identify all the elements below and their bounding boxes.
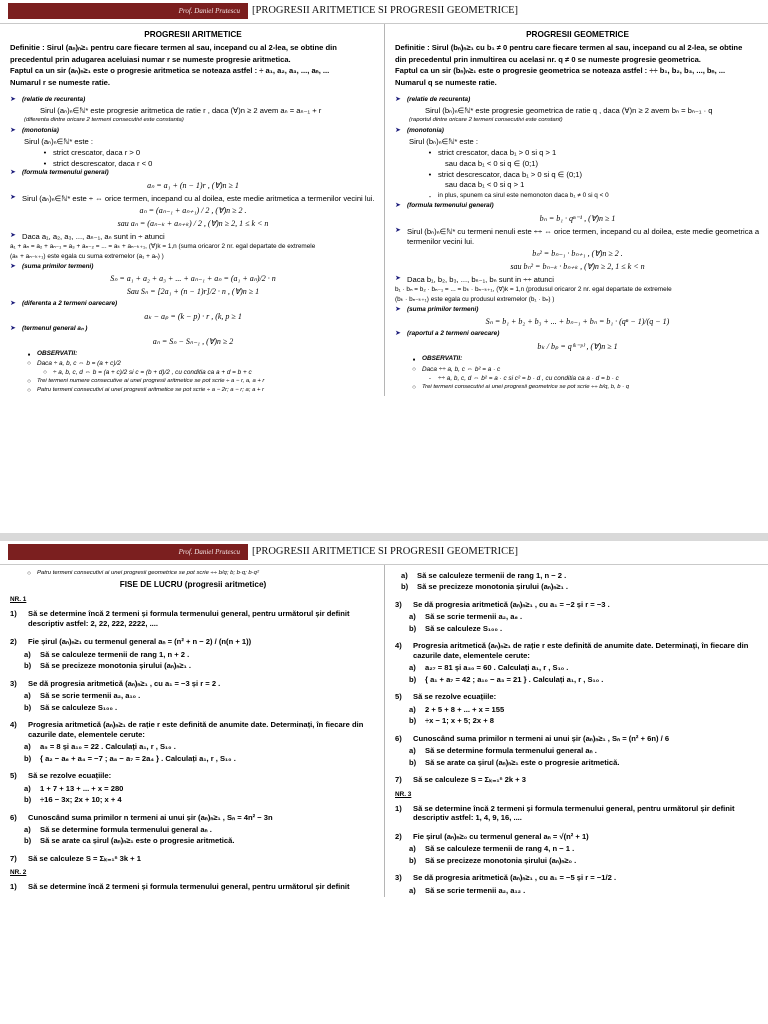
definition-line: Numarul q se numeste ratie. <box>395 77 497 87</box>
dot-bullet-icon: • <box>43 158 47 168</box>
section-label: (termenul general aₙ ) <box>22 325 88 333</box>
exercise-text: Să se determine încă 2 termeni și formula termenului general, pentru următorul șir definit descriptiv astfel: 1, 4, 9, 16, .... <box>413 803 735 823</box>
observations-label: OBSERVATII: <box>37 349 78 357</box>
exercise-number: 3) <box>395 873 402 883</box>
sub-item: { a₂ − a₆ + a₄ = −7 ; a₈ − a₇ = 2a₄ } . Calculați a₁, r , S₁₀ . <box>40 753 236 763</box>
sub-label: a) <box>24 783 31 793</box>
sub-item: Să se precizeze monotonia șirului (aₙ)ₙ≥₁ . <box>417 582 568 592</box>
sub-item: Să se calculeze termenii de rang 1, n − 2 . <box>417 571 567 580</box>
sub-label: a) <box>409 885 416 895</box>
arrow-bullet-icon: ➤ <box>395 227 401 235</box>
exercise-text: Să se calculeze S = Σₖ₌₁ⁿ 3k + 1 <box>28 853 141 863</box>
monotony-item: strict crescator, daca b₁ > 0 si q > 1 <box>438 148 557 158</box>
sub-label: a) <box>24 742 31 752</box>
mean-formula: aₙ = (aₙ₋₁ + aₙ₊₁) / 2 , (∀)n ≥ 2 . <box>139 206 247 216</box>
exercise-text: Fie șirul (aₙ)ₙ≥₁ cu termenul general aₙ = (n² + n − 2) / (n(n + 1)) <box>28 637 252 647</box>
arrow-bullet-icon: ➤ <box>10 300 16 308</box>
sub-item: Să se arate ca șirul (aₙ)ₙ≥₁ este o progresie aritmetică. <box>40 836 235 846</box>
monotony-intro: Sirul (bₙ)ₙ∈ℕ* este : <box>409 136 478 146</box>
sub-label: a) <box>409 704 416 714</box>
monotony-item: sau daca b₁ < 0 si q > 1 <box>445 180 525 190</box>
exercise-text: Progresia aritmetică (aₙ)ₙ≥₁ de rație r este definită de anumite date. Determinați, în fiecare din cazurile date, elementele cerute: <box>413 641 749 660</box>
recurrence-text: Sirul (bₙ)ₙ∈ℕ* este progresie geometrica de ratie q , daca (∀)n ≥ 2 avem bₙ = bₙ₋₁ · q <box>425 105 713 115</box>
circle-bullet-icon: ○ <box>412 365 416 373</box>
arrow-bullet-icon: ➤ <box>395 330 401 338</box>
observation-item: ÷÷ a, b, c, d ⇔ b² = a · c si c² = b · d , cu conditia ca a · d = b · c <box>438 374 619 382</box>
observation-item: Trei termeni consecutivi ai unei progresii geometrice se pot scrie ÷÷ b/q, b, b · q <box>422 383 630 390</box>
sub-item: ÷x − 1; x + 5; 2x + 8 <box>425 716 494 726</box>
circle-bullet-icon: ○ <box>412 383 416 391</box>
sub-item: Să se calculeze S₁₀₀ . <box>425 623 503 633</box>
section-label: (formula termenului general) <box>407 202 494 210</box>
sub-item: Să se calculeze S₁₀₀ . <box>40 702 118 712</box>
monotony-item: strict crescator, daca r > 0 <box>53 148 141 158</box>
exercise-number: 1) <box>10 882 17 892</box>
sub-item: 1 + 7 + 13 + ... + x = 280 <box>40 783 124 793</box>
observations-label: OBSERVATII: <box>422 355 463 363</box>
mean-text: Sirul (aₙ)ₙ∈ℕ* este ÷ ⇔ orice termen, incepand cu al doilea, este medie aritmetica a termenilor vecini lui. <box>22 193 375 203</box>
arrow-bullet-icon: ➤ <box>395 96 401 104</box>
exercise-number: 5) <box>10 771 17 781</box>
exercise-number: 7) <box>10 853 17 863</box>
sub-label: a) <box>401 571 408 580</box>
exercise-number: 3) <box>395 599 402 609</box>
page-header <box>0 0 768 24</box>
dash-bullet-icon: - <box>428 374 432 382</box>
mean-formula: sau bₙ² = bₙ₋ₖ · bₙ₊ₖ , (∀)n ≥ 2, 1 ≤ k < n <box>510 262 645 272</box>
sum-formula: Sau Sₙ = [2a₁ + (n − 1)r]/2 · n , (∀)n ≥ 1 <box>126 287 260 297</box>
mean-text: Sirul (bₙ)ₙ∈ℕ* cu termeni nenuli este ÷÷ ⇔ orice termen, incepand cu al doilea, este medie geometrica a termenilor vecini lui. <box>407 227 760 246</box>
arrow-bullet-icon: ➤ <box>10 126 16 134</box>
definition-line: Faptul ca un sir (aₙ)ₙ≥₁ este o progresie aritmetica se noteaza astfel : ÷ a₁, a₂, a₃, ..., aₙ, ... <box>10 66 330 76</box>
mean-formula: bₙ² = bₙ₋₁ · bₙ₊₁ , (∀)n ≥ 2 . <box>532 249 623 259</box>
observation-item: Patru termeni consecutivi ai unei progresii aritmetice se pot scrie ÷ a − 2r; a − r; a; a + r <box>37 387 265 394</box>
section-label: (relatie de recurenta) <box>22 96 86 104</box>
set-number: NR. 3 <box>395 790 412 798</box>
observation-item: ÷ a, b, c, d ⇔ b = (a + c)/2 si c = (b + d)/2 , cu conditia ca a + d = b + c <box>53 369 252 377</box>
extremes-text: (bₖ · bₙ₋ₖ₊₁) este egala cu produsul extremelor (b₁ · bₙ) ) <box>395 295 555 303</box>
exercise-number: 6) <box>395 733 402 743</box>
sub-item: 2 + 5 + 8 + ... + x = 155 <box>425 704 505 714</box>
exercise-number: 2) <box>10 637 17 647</box>
observation-item: Daca ÷ a, b, c ⇔ b = (a + c)/2 <box>37 360 121 368</box>
arrow-bullet-icon: ➤ <box>10 262 16 270</box>
page-header <box>0 541 768 565</box>
sub-label: a) <box>409 746 416 756</box>
worksheet-page-2 <box>0 541 768 1024</box>
monotony-item: sau daca b₁ < 0 si q ∈ (0;1) <box>445 158 538 168</box>
general-term-formula: bₙ = b₁ · qⁿ⁻¹ , (∀)n ≥ 1 <box>539 214 616 224</box>
section-label: (suma primilor termeni) <box>22 262 94 270</box>
exercise-text: Se dă progresia aritmetică (aₙ)ₙ≥₁ , cu a₁ = −5 și r = −1/2 . <box>413 873 617 883</box>
header-band <box>8 544 248 560</box>
column-title: PROGRESII ARITMETICE <box>144 30 242 39</box>
dot-bullet-icon: ▪ <box>412 355 416 365</box>
exercise-number: 6) <box>10 812 17 822</box>
monotony-item: strict descrescator, daca r < 0 <box>53 158 153 168</box>
sum-formula: Sₙ = a₁ + a₂ + a₃ + ... + aₙ₋₁ + aₙ = (a₁ + aₙ)/2 · n <box>110 274 276 284</box>
exercise-text: Cunoscând suma primilor n termeni ai unui șir (aₙ)ₙ≥₁ , Sₙ = (n² + 6n) / 6 <box>413 733 670 743</box>
exercise-text: Să se rezolve ecuațiile: <box>413 692 497 702</box>
exercise-number: 1) <box>395 803 402 813</box>
sub-label: b) <box>409 623 417 633</box>
section-label: (diferenta a 2 termeni oarecare) <box>22 300 118 308</box>
sub-label: b) <box>409 716 417 726</box>
sub-label: b) <box>24 795 32 805</box>
exercises-left-column <box>0 565 384 897</box>
header-title: [PROGRESII ARITMETICE SI PROGRESII GEOMETRICE] <box>252 5 519 16</box>
circle-bullet-icon: ○ <box>27 378 31 386</box>
arrow-bullet-icon: ➤ <box>10 96 16 104</box>
exercise-text: Să se determine încă 2 termeni și formula termenului general, pentru următorul șir definit descriptiv astfel: 2, 22, 222, 2222, .... <box>28 609 350 628</box>
observation-item: Daca ÷÷ a, b, c ⇔ b² = a · c <box>422 365 501 373</box>
sub-label: a) <box>409 663 416 673</box>
sub-label: b) <box>24 753 32 763</box>
definition-line: Definitie : Sirul (aₙ)ₙ≥₁ pentru care fiecare termen al sau, incepand cu al 2-lea, se obtine din <box>10 43 337 53</box>
extremes-text: Daca b₁, b₂, b₃, ..., bₙ₋₁, bₙ sunt in ÷÷ atunci <box>407 275 554 285</box>
ratio-formula: bₖ / bₚ = q⁽ᵏ⁻ᵖ⁾ , (∀)n ≥ 1 <box>537 342 618 352</box>
exercise-number: 7) <box>395 775 402 785</box>
dot-bullet-icon: • <box>43 148 47 158</box>
sub-label: b) <box>24 702 32 712</box>
extremes-text: a₁ + aₙ = a₂ + aₙ₋₁ = a₃ + aₙ₋₂ = ... = aₖ + aₙ₋ₖ₊₁, (∀)k = 1,n (suma oricaror 2 nr. egal departate de extremele <box>10 242 316 250</box>
sub-item: ÷16 − 3x; 2x + 10; x + 4 <box>40 795 122 805</box>
recurrence-text: Sirul (aₙ)ₙ∈ℕ* este progresie aritmetica de ratie r , daca (∀)n ≥ 2 avem aₙ = aₙ₋₁ + r <box>40 105 322 115</box>
definition-line: din precedentul prin inmultirea cu acelasi nr. q ≠ 0 se numeste progresie geometrica. <box>395 54 701 64</box>
section-label: (monotonia) <box>407 126 444 134</box>
sub-label: a) <box>24 649 31 659</box>
section-label: (monotonia) <box>22 126 59 134</box>
observation-item: Trei termeni numere consecutive ai unei progresii aritmetice se pot scrie ÷ a − r, a, a + r <box>37 378 265 385</box>
header-author: Prof. Daniel Prutescu <box>178 7 240 15</box>
exercise-text: Se dă progresia aritmetică (aₙ)ₙ≥₁ , cu a₁ = −2 și r = −3 . <box>413 599 610 609</box>
circle-bullet-icon: ○ <box>27 360 31 368</box>
page-separator <box>0 533 768 541</box>
sub-label: b) <box>409 757 417 767</box>
exercises-right-column <box>384 565 768 897</box>
header-title: [PROGRESII ARITMETICE SI PROGRESII GEOMETRICE] <box>252 546 519 557</box>
sub-item: Să se determine formula termenului general aₙ . <box>40 825 212 834</box>
circle-bullet-icon: ○ <box>27 387 31 395</box>
general-term-formula: aₙ = a₁ + (n − 1)r , (∀)n ≥ 1 <box>147 180 239 190</box>
recurrence-note: (raportul dintre oricare 2 termeni consecutivi este constant) <box>409 117 563 124</box>
dot-bullet-icon: • <box>428 148 432 158</box>
section-label: (suma primilor termeni) <box>407 305 479 313</box>
dot-bullet-icon: ▪ <box>27 349 31 359</box>
definition-line: precedentul prin adugarea aceluiasi numar r se numeste progresie aritmetica. <box>10 54 291 64</box>
sub-item: Să se calculeze termenii de rang 1, n + 2 . <box>40 649 190 659</box>
extremes-text: (aₖ + aₙ₋ₖ₊₁) este egala cu suma extremelor (a₁ + aₙ) ) <box>10 252 164 260</box>
exercise-number: 1) <box>10 609 17 619</box>
sub-label: b) <box>409 855 417 865</box>
sub-item: Să se scrie termenii a₂, a₁₀ . <box>40 691 141 701</box>
exercise-text: Progresia aritmetică (aₙ)ₙ≥₁ de rație r este definită de anumite date. Determinați, în fiecare din cazurile date, elementele cerute: <box>28 720 364 739</box>
sub-item: Să se scrie termenii a₂, a₁₂ . <box>425 885 526 895</box>
arrow-bullet-icon: ➤ <box>10 325 16 333</box>
arrow-bullet-icon: ➤ <box>10 232 16 240</box>
definition-line: Numarul r se numeste ratie. <box>10 77 111 87</box>
arrow-bullet-icon: ➤ <box>395 202 401 210</box>
sub-label: a) <box>409 844 416 854</box>
exercise-text: Fie șirul (aₙ)ₙ≥₀ cu termenul general aₙ = √(n² + 1) <box>413 831 589 841</box>
geometric-column <box>384 24 768 396</box>
header-band <box>8 3 248 19</box>
sub-item: Să se precizeze monotonia șirului (aₙ)ₙ≥₁ . <box>40 661 191 671</box>
sub-label: b) <box>24 661 32 671</box>
section-label: (formula termenului general) <box>22 169 109 176</box>
exercise-text: Se dă progresia aritmetică (aₙ)ₙ≥₁ , cu a₁ = −3 și r = 2 . <box>28 678 221 688</box>
circle-bullet-icon: ○ <box>27 570 31 577</box>
exercise-number: 3) <box>10 678 17 688</box>
sub-item: Să se scrie termenii a₂, a₆ . <box>425 612 523 622</box>
worksheet-title: FISE DE LUCRU (progresii aritmetice) <box>119 580 267 589</box>
exercise-text: Să se rezolve ecuațiile: <box>28 771 112 781</box>
exercise-text: Să se determine încă 2 termeni și formula termenului general, pentru următorul șir definit <box>28 882 350 892</box>
set-number: NR. 2 <box>10 869 27 877</box>
exercise-number: 4) <box>10 720 17 730</box>
sub-label: a) <box>24 825 31 834</box>
arrow-bullet-icon: ➤ <box>395 126 401 134</box>
sub-label: b) <box>24 836 32 846</box>
arrow-bullet-icon: ➤ <box>395 305 401 313</box>
recurrence-note: (diferenta dintre oricare 2 termeni consecutivi este constanta) <box>24 117 184 124</box>
sub-item: a₅ = 8 și a₁₀ = 22 . Calculați a₁, r , S₁₀ . <box>40 742 176 752</box>
dash-bullet-icon: - <box>428 191 432 201</box>
sub-item: Să se arate ca șirul (aₙ)ₙ≥₁ este o progresie aritmetică. <box>425 757 620 767</box>
arrow-bullet-icon: ➤ <box>395 275 401 283</box>
monotony-item: strict descrescator, daca b₁ > 0 si q ∈ (0;1) <box>438 170 583 179</box>
sub-item: Să se precizeze monotonia șirului (aₙ)ₙ≥₀ . <box>425 855 577 865</box>
dot-bullet-icon: • <box>428 170 432 179</box>
sub-label: b) <box>409 674 417 684</box>
header-author: Prof. Daniel Prutescu <box>178 548 240 556</box>
exercise-text: Să se calculeze S = Σₖ₌₁ⁿ 2k + 3 <box>413 775 526 785</box>
section-label: (relatie de recurenta) <box>407 96 471 104</box>
exercise-text: Cunoscând suma primilor n termeni ai unui șir (aₙ)ₙ≥₁ , Sₙ = 4n² − 3n <box>28 812 273 822</box>
exercise-number: 5) <box>395 692 402 702</box>
column-title: PROGRESII GEOMETRICE <box>526 30 629 39</box>
exercise-number: 4) <box>395 641 402 651</box>
term-formula: aₙ = Sₙ − Sₙ₋₁ , (∀)n ≥ 2 <box>152 336 234 346</box>
definition-line: Definitie : Sirul (bₙ)ₙ≥₁ cu b₁ ≠ 0 pentru care fiecare termen al sau, incepand cu al 2-lea, se obtine <box>395 43 743 53</box>
exercise-number: 2) <box>395 831 402 841</box>
arrow-bullet-icon: ➤ <box>10 193 16 201</box>
sum-formula: Sₙ = b₁ + b₂ + b₃ + ... + bₙ₋₁ + bₙ = b₁ · (qⁿ − 1)/(q − 1) <box>485 317 670 327</box>
section-label: (raportul a 2 termeni oarecare) <box>407 330 500 338</box>
circle-bullet-icon: ○ <box>43 369 47 377</box>
sub-item: Să se determine formula termenului general aₙ . <box>425 746 597 756</box>
observation-item: Patru termeni consecutivi ai unei progresii geometrice se pot scrie ÷÷ b/q; b; b·q; b·q² <box>37 570 259 576</box>
monotony-intro: Sirul (aₙ)ₙ∈ℕ* este : <box>24 136 93 146</box>
monotony-item: in plus, spunem ca sirul este nemonoton daca b₁ ≠ 0 si q < 0 <box>438 191 609 199</box>
sub-label: a) <box>409 612 416 622</box>
definition-line: Faptul ca un sir (bₙ)ₙ≥₁ este o progresie geometrica se noteaza astfel : ÷÷ b₁, b₂, b₃, ..., bₙ, ... <box>395 66 726 76</box>
sub-item: a₂₇ = 81 și a₃₀ = 60 . Calculați a₁, r , S₁₀ . <box>425 663 569 673</box>
sub-label: a) <box>24 691 31 701</box>
sub-item: Să se calculeze termenii de rang 4, n − 1 . <box>425 844 575 854</box>
sub-item: { a₁ + a₇ = 42 ; a₁₀ − a₃ = 21 } . Calculați a₁, r , S₁₀ . <box>425 674 604 684</box>
arithmetic-column <box>0 24 384 396</box>
extremes-text: Daca a₁, a₂, a₃, ..., aₙ₋₁, aₙ sunt in ÷ atunci <box>22 232 165 242</box>
difference-formula: aₖ − aₚ = (k − p) · r , (k, p ≥ 1 <box>144 312 242 322</box>
set-number: NR. 1 <box>10 596 27 604</box>
arrow-bullet-icon: ➤ <box>10 169 16 176</box>
mean-formula: sau aₙ = (aₙ₋ₖ + aₙ₊ₖ) / 2 , (∀)n ≥ 2, 1 ≤ k < n <box>117 219 269 229</box>
extremes-text: b₁ · bₙ = b₂ · bₙ₋₁ = ... = bₖ · bₙ₋ₖ₊₁, (∀)k = 1,n (produsul oricaror 2 nr. egal departate de extremele <box>395 285 672 293</box>
sub-label: b) <box>401 582 409 592</box>
